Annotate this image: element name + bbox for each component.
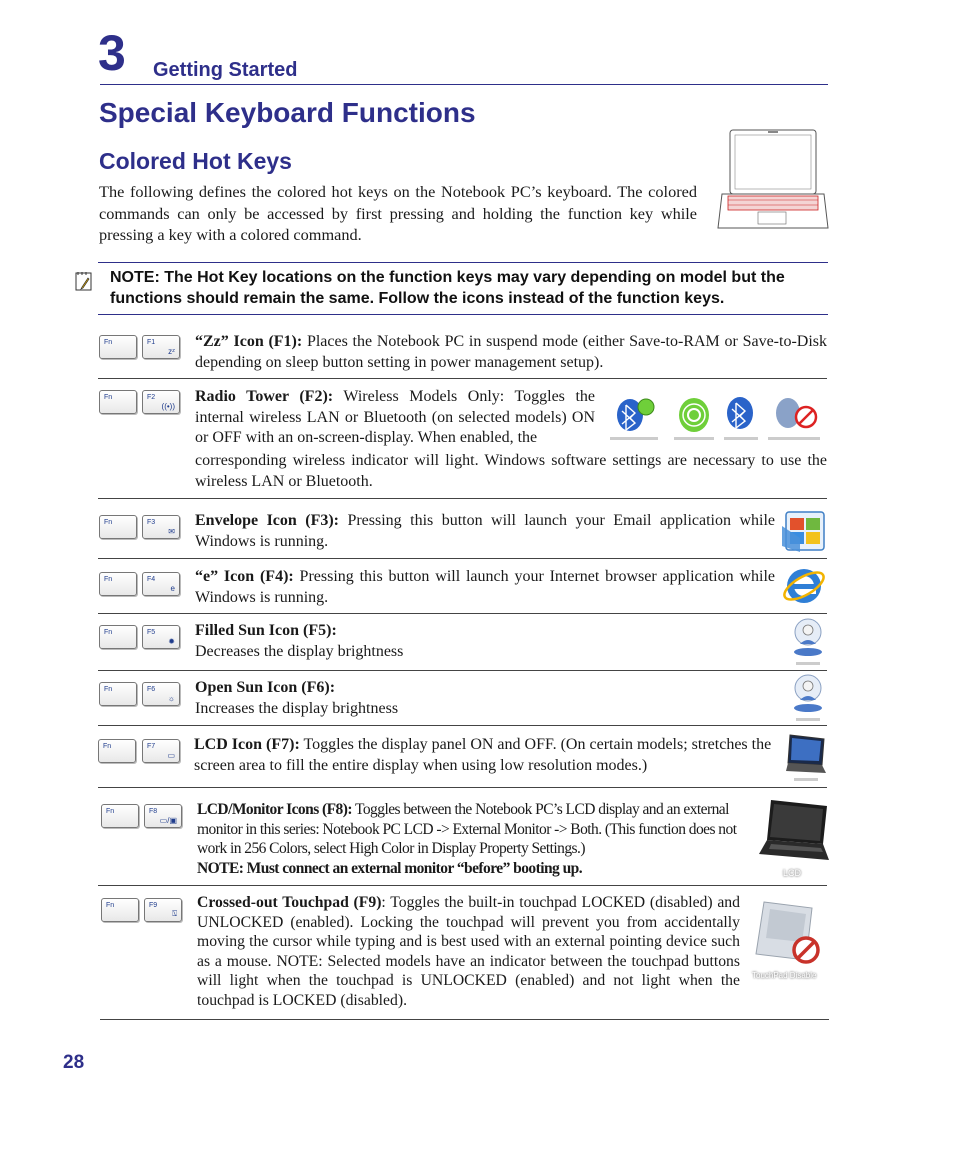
internet-explorer-icon — [780, 563, 828, 609]
fn-key-label: Fn — [104, 686, 113, 693]
f7-key — [142, 739, 180, 763]
f3-text: Pressing this button will launch your Email application while Windows is running. — [195, 512, 775, 550]
f2-key-label: F2 — [147, 394, 156, 401]
f9-description — [197, 893, 740, 1011]
fn-key — [101, 804, 139, 828]
f8-description — [197, 800, 755, 878]
f8-note: NOTE: Must connect an external monitor “before” booting up. — [197, 859, 583, 877]
f9-text: : Toggles the built-in touchpad LOCKED (disabled) and UNLOCKED (enabled). Locking the touchpad will prevent you from accidentally moving the cursor while typing and is best used with an external pointing device such as a mouse. NOTE: Selected models have an indicator between the touchpad buttons will light when the touchpad is UNLOCKED (enabled) and not light when the touchpad is LOCKED (disabled). — [197, 894, 740, 1009]
f4-description — [195, 567, 775, 608]
f5-description — [195, 621, 755, 662]
f3-title: Envelope Icon (F3): — [195, 512, 339, 529]
f4-title: “e” Icon (F4): — [195, 568, 294, 585]
browser-e-icon: e — [170, 584, 175, 593]
fn-key — [99, 625, 137, 649]
fn-key-label: Fn — [104, 576, 113, 583]
f6-key — [142, 682, 180, 706]
row-divider — [98, 613, 827, 614]
chapter-title: Getting Started — [153, 59, 298, 81]
fn-key-label: Fn — [106, 808, 115, 815]
open-sun-icon: ☼ — [167, 694, 175, 703]
wlan-bluetooth-on-icon — [617, 399, 654, 431]
f8-key — [144, 804, 182, 828]
fn-key-label: Fn — [104, 339, 113, 346]
lcd-display-icon — [784, 731, 828, 785]
f3-key — [142, 515, 180, 539]
fn-key — [99, 572, 137, 596]
fn-key-label: Fn — [104, 629, 113, 636]
f5-key-label: F5 — [147, 629, 156, 636]
page-title: Special Keyboard Functions — [99, 97, 476, 128]
f6-description — [195, 678, 755, 719]
f1-key-label: F1 — [147, 339, 156, 346]
f7-text: Toggles the display panel ON and OFF. (On certain models; stretches the screen area to fill the entire display when using low resolution modes.) — [194, 736, 772, 774]
wlan-on-icon — [679, 398, 709, 432]
f9-key-label: F9 — [149, 902, 158, 909]
header-rule — [100, 84, 828, 85]
radio-tower-icon: ((•)) — [161, 402, 175, 411]
fn-key — [99, 515, 137, 539]
f8-key-label: F8 — [149, 808, 158, 815]
f1-title: “Zz” Icon (F1): — [195, 333, 303, 350]
wlan-bluetooth-off-icon — [776, 398, 816, 428]
f8-title: LCD/Monitor Icons (F8): — [197, 801, 352, 818]
email-application-icon — [780, 508, 828, 554]
fn-key — [99, 390, 137, 414]
page-number: 28 — [63, 1052, 85, 1073]
f1-text: Places the Notebook PC in suspend mode (either Save-to-RAM or Save-to-Disk depending on sleep button setting in power management setup). — [195, 333, 827, 371]
f5-key — [142, 625, 180, 649]
f2-key — [142, 390, 180, 414]
f6-key-label: F6 — [147, 686, 156, 693]
lcd-monitor-image — [757, 798, 829, 868]
row-divider — [98, 787, 827, 788]
f9-key — [144, 898, 182, 922]
chapter-number: 3 — [98, 25, 126, 81]
f1-description — [195, 332, 827, 373]
f3-description — [195, 511, 775, 552]
brightness-down-icon — [790, 616, 826, 668]
fn-key-label: Fn — [104, 519, 113, 526]
notebook-illustration — [716, 128, 830, 232]
filled-sun-icon: ✹ — [168, 637, 175, 646]
row-divider — [98, 885, 827, 886]
fn-key — [99, 682, 137, 706]
fn-key — [99, 335, 137, 359]
f9-title: Crossed-out Touchpad (F9) — [197, 894, 382, 911]
f1-key — [142, 335, 180, 359]
f7-description — [194, 735, 782, 776]
f2-description — [195, 387, 595, 449]
lcd-monitor-icon: ▭/▣ — [159, 816, 177, 825]
section-heading: Colored Hot Keys — [99, 148, 292, 174]
f3-key-label: F3 — [147, 519, 156, 526]
row-divider — [98, 725, 827, 726]
sleep-icon: zᶻ — [168, 347, 175, 356]
f8-text: Toggles between the Notebook PC’s LCD display and an external monitor in this series: Notebook PC LCD -> External Monitor -> Both. (This function does not work in 256 Colors, select High Color in Display Property Settings.) — [197, 801, 737, 858]
f2-description-continued: corresponding wireless indicator will light. Windows software settings are necessary to use the wireless LAN or Bluetooth. — [195, 452, 827, 490]
touchpad-icon: ⍂ — [172, 909, 177, 918]
lcd-icon: ▭ — [167, 751, 175, 760]
intro-paragraph: The following defines the colored hot keys on the Notebook PC’s keyboard. The colored commands can only be accessed by first pressing and holding the function key while pressing a key with a colored command. — [99, 182, 697, 244]
row-divider — [98, 558, 827, 559]
f4-key — [142, 572, 180, 596]
note-text: NOTE: The Hot Key locations on the function keys may vary depending on model but the functions should remain the same. Follow the icons instead of the function keys. — [110, 269, 785, 307]
row-divider — [98, 670, 827, 671]
row-divider — [98, 378, 827, 379]
touchpad-image-caption: TouchPad Disable — [752, 971, 817, 980]
row-divider — [98, 498, 827, 499]
lcd-image-caption: LCD — [783, 868, 802, 878]
f6-title: Open Sun Icon (F6): — [195, 679, 336, 696]
f2-title: Radio Tower (F2): — [195, 388, 334, 405]
f4-text: Pressing this button will launch your Internet browser application while Windows is running. — [195, 568, 775, 606]
f5-text: Decreases the display brightness — [195, 642, 404, 660]
fn-key — [101, 898, 139, 922]
fn-key-label: Fn — [104, 394, 113, 401]
f2-text: Wireless Models Only: Toggles the internal wireless LAN or Bluetooth (on selected models) ON or OFF with an on-screen-display. When enabled, the — [195, 388, 595, 446]
fn-key — [98, 739, 136, 763]
envelope-icon: ✉ — [168, 527, 175, 536]
f5-title: Filled Sun Icon (F5): — [195, 622, 337, 639]
brightness-up-icon — [790, 672, 826, 724]
row-divider — [100, 1019, 829, 1020]
f6-text: Increases the display brightness — [195, 699, 399, 717]
wireless-status-icons — [608, 393, 828, 445]
touchpad-disable-image — [750, 900, 828, 972]
note-pencil-icon — [74, 270, 94, 292]
f7-key-label: F7 — [147, 743, 156, 750]
bluetooth-on-icon — [727, 397, 753, 429]
fn-key-label: Fn — [103, 743, 112, 750]
fn-key-label: Fn — [106, 902, 115, 909]
f7-title: LCD Icon (F7): — [194, 736, 300, 753]
f4-key-label: F4 — [147, 576, 156, 583]
